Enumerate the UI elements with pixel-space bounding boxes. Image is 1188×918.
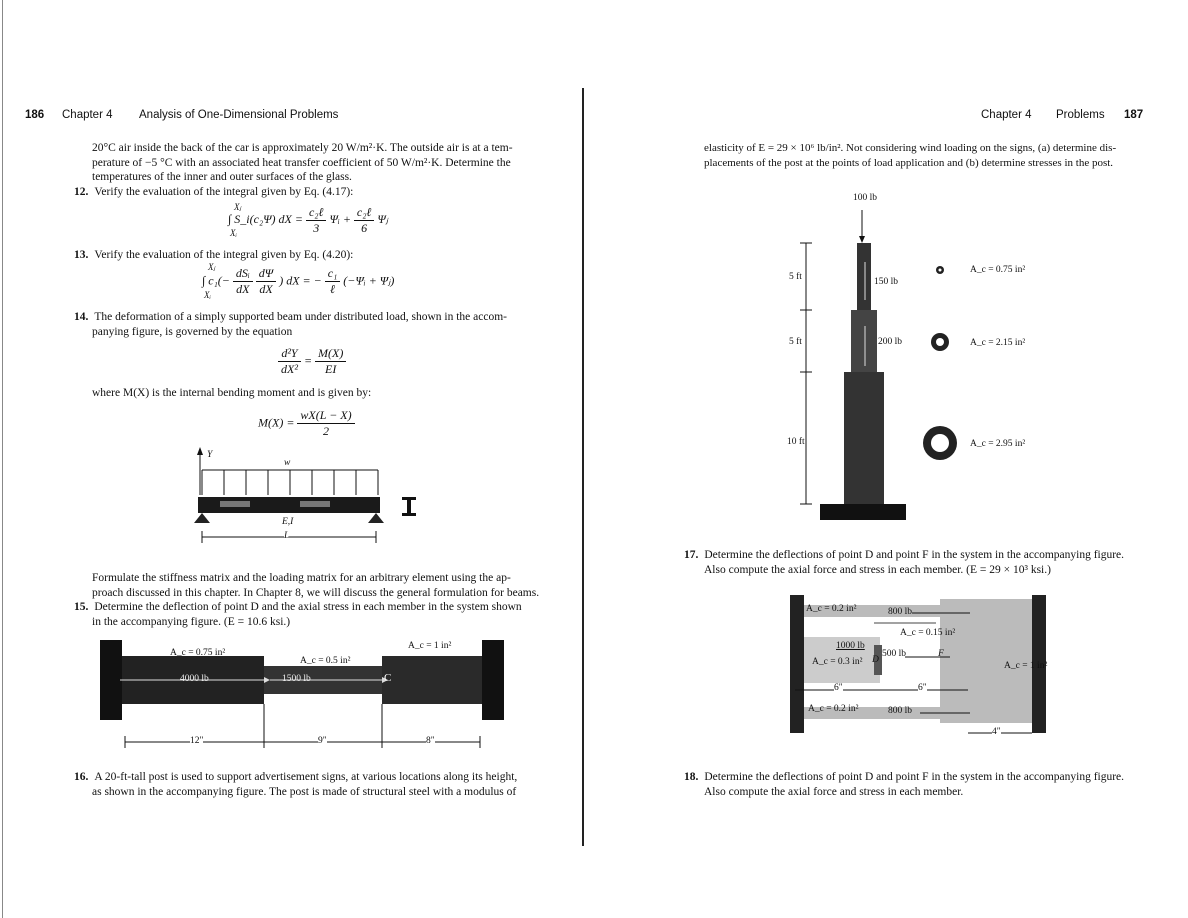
numerator: wX(L − X) [297, 408, 354, 424]
equals-sign: = [303, 353, 313, 368]
height-label-3: 10 ft [787, 437, 805, 447]
equation-14a [278, 346, 346, 377]
fraction [306, 205, 327, 236]
fraction [233, 266, 253, 297]
right-support [368, 513, 384, 523]
i-section-icon [402, 497, 416, 516]
load-label-150: 150 lb [874, 277, 899, 287]
problem-16 [74, 770, 517, 799]
height-label-1: 5 ft [789, 272, 802, 282]
page-gutter [582, 88, 584, 846]
area-label-post-1: A_c = 0.75 in² [970, 265, 1026, 275]
area-label-2: A_c = 0.5 in² [300, 656, 351, 666]
beam-highlight [220, 501, 250, 507]
intro-line: 20°C air inside the back of the car is approximately 20 W/m²·K. The outside air is at a tem- [92, 142, 513, 154]
point-c-label: C [384, 672, 392, 684]
dim-8: 8" [426, 736, 435, 746]
numerator: c₁ [325, 266, 341, 282]
load-label-4000: 4000 lb [180, 674, 209, 684]
y-axis-arrow [197, 447, 203, 455]
distributed-load-arrows [202, 470, 378, 495]
load-label-1500: 1500 lb [282, 674, 311, 684]
problem-number: 15. [74, 601, 89, 613]
problem-18 [684, 770, 1124, 799]
equation-13 [202, 262, 395, 300]
numerator: dSᵢ [233, 266, 253, 282]
problem-12 [74, 185, 353, 200]
load-800-bot-label: 800 lb [888, 706, 913, 716]
intro-line: perature of −5 °C with an associated heat transfer coefficient of 50 W/m²·K. Determine the [92, 156, 511, 169]
fraction [256, 266, 276, 297]
problem-17 [684, 548, 1124, 577]
load-w-label: w [284, 458, 291, 468]
problem-number: 16. [74, 771, 89, 783]
load-500-label: 500 lb [882, 649, 907, 659]
post-section-3 [844, 372, 884, 504]
area-label-post-2: A_c = 2.15 in² [970, 338, 1026, 348]
problem-line: panying figure, is governed by the equation [92, 325, 293, 338]
numerator: d²Y [278, 346, 301, 362]
problem-line: Determine the deflections of point D and point F in the system in the accompanying figure. [704, 549, 1125, 561]
right-wall [482, 640, 504, 720]
intro-line: temperatures of the inner and outer surfaces of the glass. [92, 171, 352, 183]
fraction [354, 205, 375, 236]
fraction [278, 346, 301, 377]
upper-limit: Xⱼ [208, 262, 216, 272]
problem-text: Verify the evaluation of the integral given by Eq. (4.17): [94, 186, 354, 198]
top-load-label: 100 lb [853, 193, 878, 203]
intro-text [92, 141, 513, 185]
eq-pre: ∫ c₁(− [202, 273, 230, 288]
problem-14 [74, 310, 507, 339]
dim-6-right: 6" [918, 683, 927, 693]
denominator: dX² [281, 362, 298, 376]
scan-edge-line [2, 0, 3, 918]
problem-13 [74, 248, 353, 263]
area-label-015: A_c = 0.15 in² [900, 628, 956, 638]
eq-end: Ψⱼ [377, 212, 388, 226]
post-figure [790, 200, 1040, 525]
lower-limit: Xᵢ [230, 228, 237, 238]
span-l-label: L [284, 531, 290, 541]
equation-12 [228, 204, 388, 236]
formulate-line: proach discussed in this chapter. In Chapter 8, we will discuss the general formulation for beams. [92, 586, 540, 599]
formulate-line: Formulate the stiffness matrix and the loading matrix for an arbitrary element using the ap- [92, 572, 511, 584]
denominator: 2 [323, 424, 330, 438]
denominator: EI [325, 362, 337, 376]
load-label-200: 200 lb [878, 337, 903, 347]
ei-label: E,I [282, 517, 294, 527]
problem-line: as shown in the accompanying figure. The post is made of structural steel with a modulus of [92, 785, 517, 798]
load-800-top-label: 800 lb [888, 607, 913, 617]
fraction [325, 266, 341, 297]
left-wall [790, 595, 804, 733]
continued-line: elasticity of E = 29 × 10⁶ lb/in². Not considering wind loading on the signs, (a) determine dis- [704, 142, 1117, 154]
denominator: dX [236, 282, 250, 296]
problem-number: 14. [74, 311, 89, 323]
problem-line: Also compute the axial force and stress in each member. [704, 785, 964, 798]
problem-line: A 20-ft-tall post is used to support advertisement signs, at various locations along its height, [94, 771, 518, 783]
continued-line: placements of the post at the points of load application and (b) determine stresses in the post. [704, 156, 1114, 169]
dim-12: 12" [190, 736, 204, 746]
dim-4: 4" [992, 727, 1001, 737]
denominator: 6 [361, 220, 368, 235]
problem-number: 18. [684, 771, 699, 783]
beam-figure [180, 445, 430, 555]
left-support [194, 513, 210, 523]
post-section-2 [851, 310, 877, 372]
fraction [297, 408, 354, 439]
upper-limit: Xⱼ [234, 202, 242, 212]
eq-mid: Ψᵢ + [329, 212, 351, 226]
post-base [820, 504, 906, 520]
denominator: ℓ [330, 282, 336, 296]
problem-line: Also compute the axial force and stress in each member. (E = 29 × 10³ ksi.) [704, 563, 1051, 576]
problem-number: 13. [74, 249, 89, 261]
area-label-right: A_c = 1 in² [1004, 661, 1048, 671]
problem-number: 17. [684, 549, 699, 561]
lower-limit: Xᵢ [204, 290, 211, 300]
left-chapter-label: Chapter 4 [62, 109, 113, 121]
area-label-3: A_c = 1 in² [408, 641, 452, 651]
equation-14b [258, 408, 355, 439]
problem-text: Verify the evaluation of the integral given by Eq. (4.20): [94, 249, 354, 261]
problem-number: 12. [74, 186, 89, 198]
right-header-title: Problems [1056, 109, 1105, 121]
dim-6-left: 6" [834, 683, 843, 693]
y-axis-label: Y [207, 450, 213, 460]
dim-9: 9" [318, 736, 327, 746]
bar-segment-3 [382, 656, 482, 704]
problem-line: Determine the deflection of point D and the axial stress in each member in the system shown [94, 601, 522, 613]
point-d-label: D [872, 655, 879, 665]
left-wall [100, 640, 122, 720]
problem-line: The deformation of a simply supported beam under distributed load, shown in the accom- [94, 311, 507, 323]
point-f-label: F [938, 649, 944, 659]
left-page-number: 186 [25, 109, 45, 121]
eq-post: ) dX = − [279, 273, 322, 288]
eq-lhs: M(X) = [258, 415, 295, 430]
area-label-post-3: A_c = 2.95 in² [970, 439, 1026, 449]
numerator: M(X) [315, 346, 346, 362]
problem-line: Determine the deflections of point D and point F in the system in the accompanying figure. [704, 771, 1125, 783]
beam-highlight [300, 501, 330, 507]
post-section-1 [857, 243, 871, 310]
problem-line: in the accompanying figure. (E = 10.6 ksi.) [92, 615, 291, 628]
eq-lhs: ∫ S_i(c₂Ψ) dX = [228, 212, 303, 226]
where-text: where M(X) is the internal bending moment and is given by: [92, 387, 372, 399]
numerator: dΨ [256, 266, 276, 282]
numerator: c₂ℓ [306, 205, 327, 221]
area-label-bottom: A_c = 0.2 in² [808, 704, 859, 714]
eq-end: (−Ψᵢ + Ψⱼ) [343, 273, 395, 288]
denominator: dX [259, 282, 273, 296]
continued-text [704, 141, 1116, 170]
fraction [315, 346, 346, 377]
problem-15 [74, 600, 522, 629]
height-label-2: 5 ft [789, 337, 802, 347]
right-chapter-label: Chapter 4 [981, 109, 1032, 121]
area-label-03: A_c = 0.3 in² [812, 657, 863, 667]
formulate-text [92, 571, 539, 600]
load-1000-label: 1000 lb [836, 641, 865, 651]
denominator: 3 [313, 220, 320, 235]
area-label-top: A_c = 0.2 in² [806, 604, 857, 614]
left-header-title: Analysis of One-Dimensional Problems [139, 109, 339, 121]
right-page-number: 187 [1124, 109, 1144, 121]
area-label-1: A_c = 0.75 in² [170, 648, 226, 658]
numerator: c₂ℓ [354, 205, 375, 221]
